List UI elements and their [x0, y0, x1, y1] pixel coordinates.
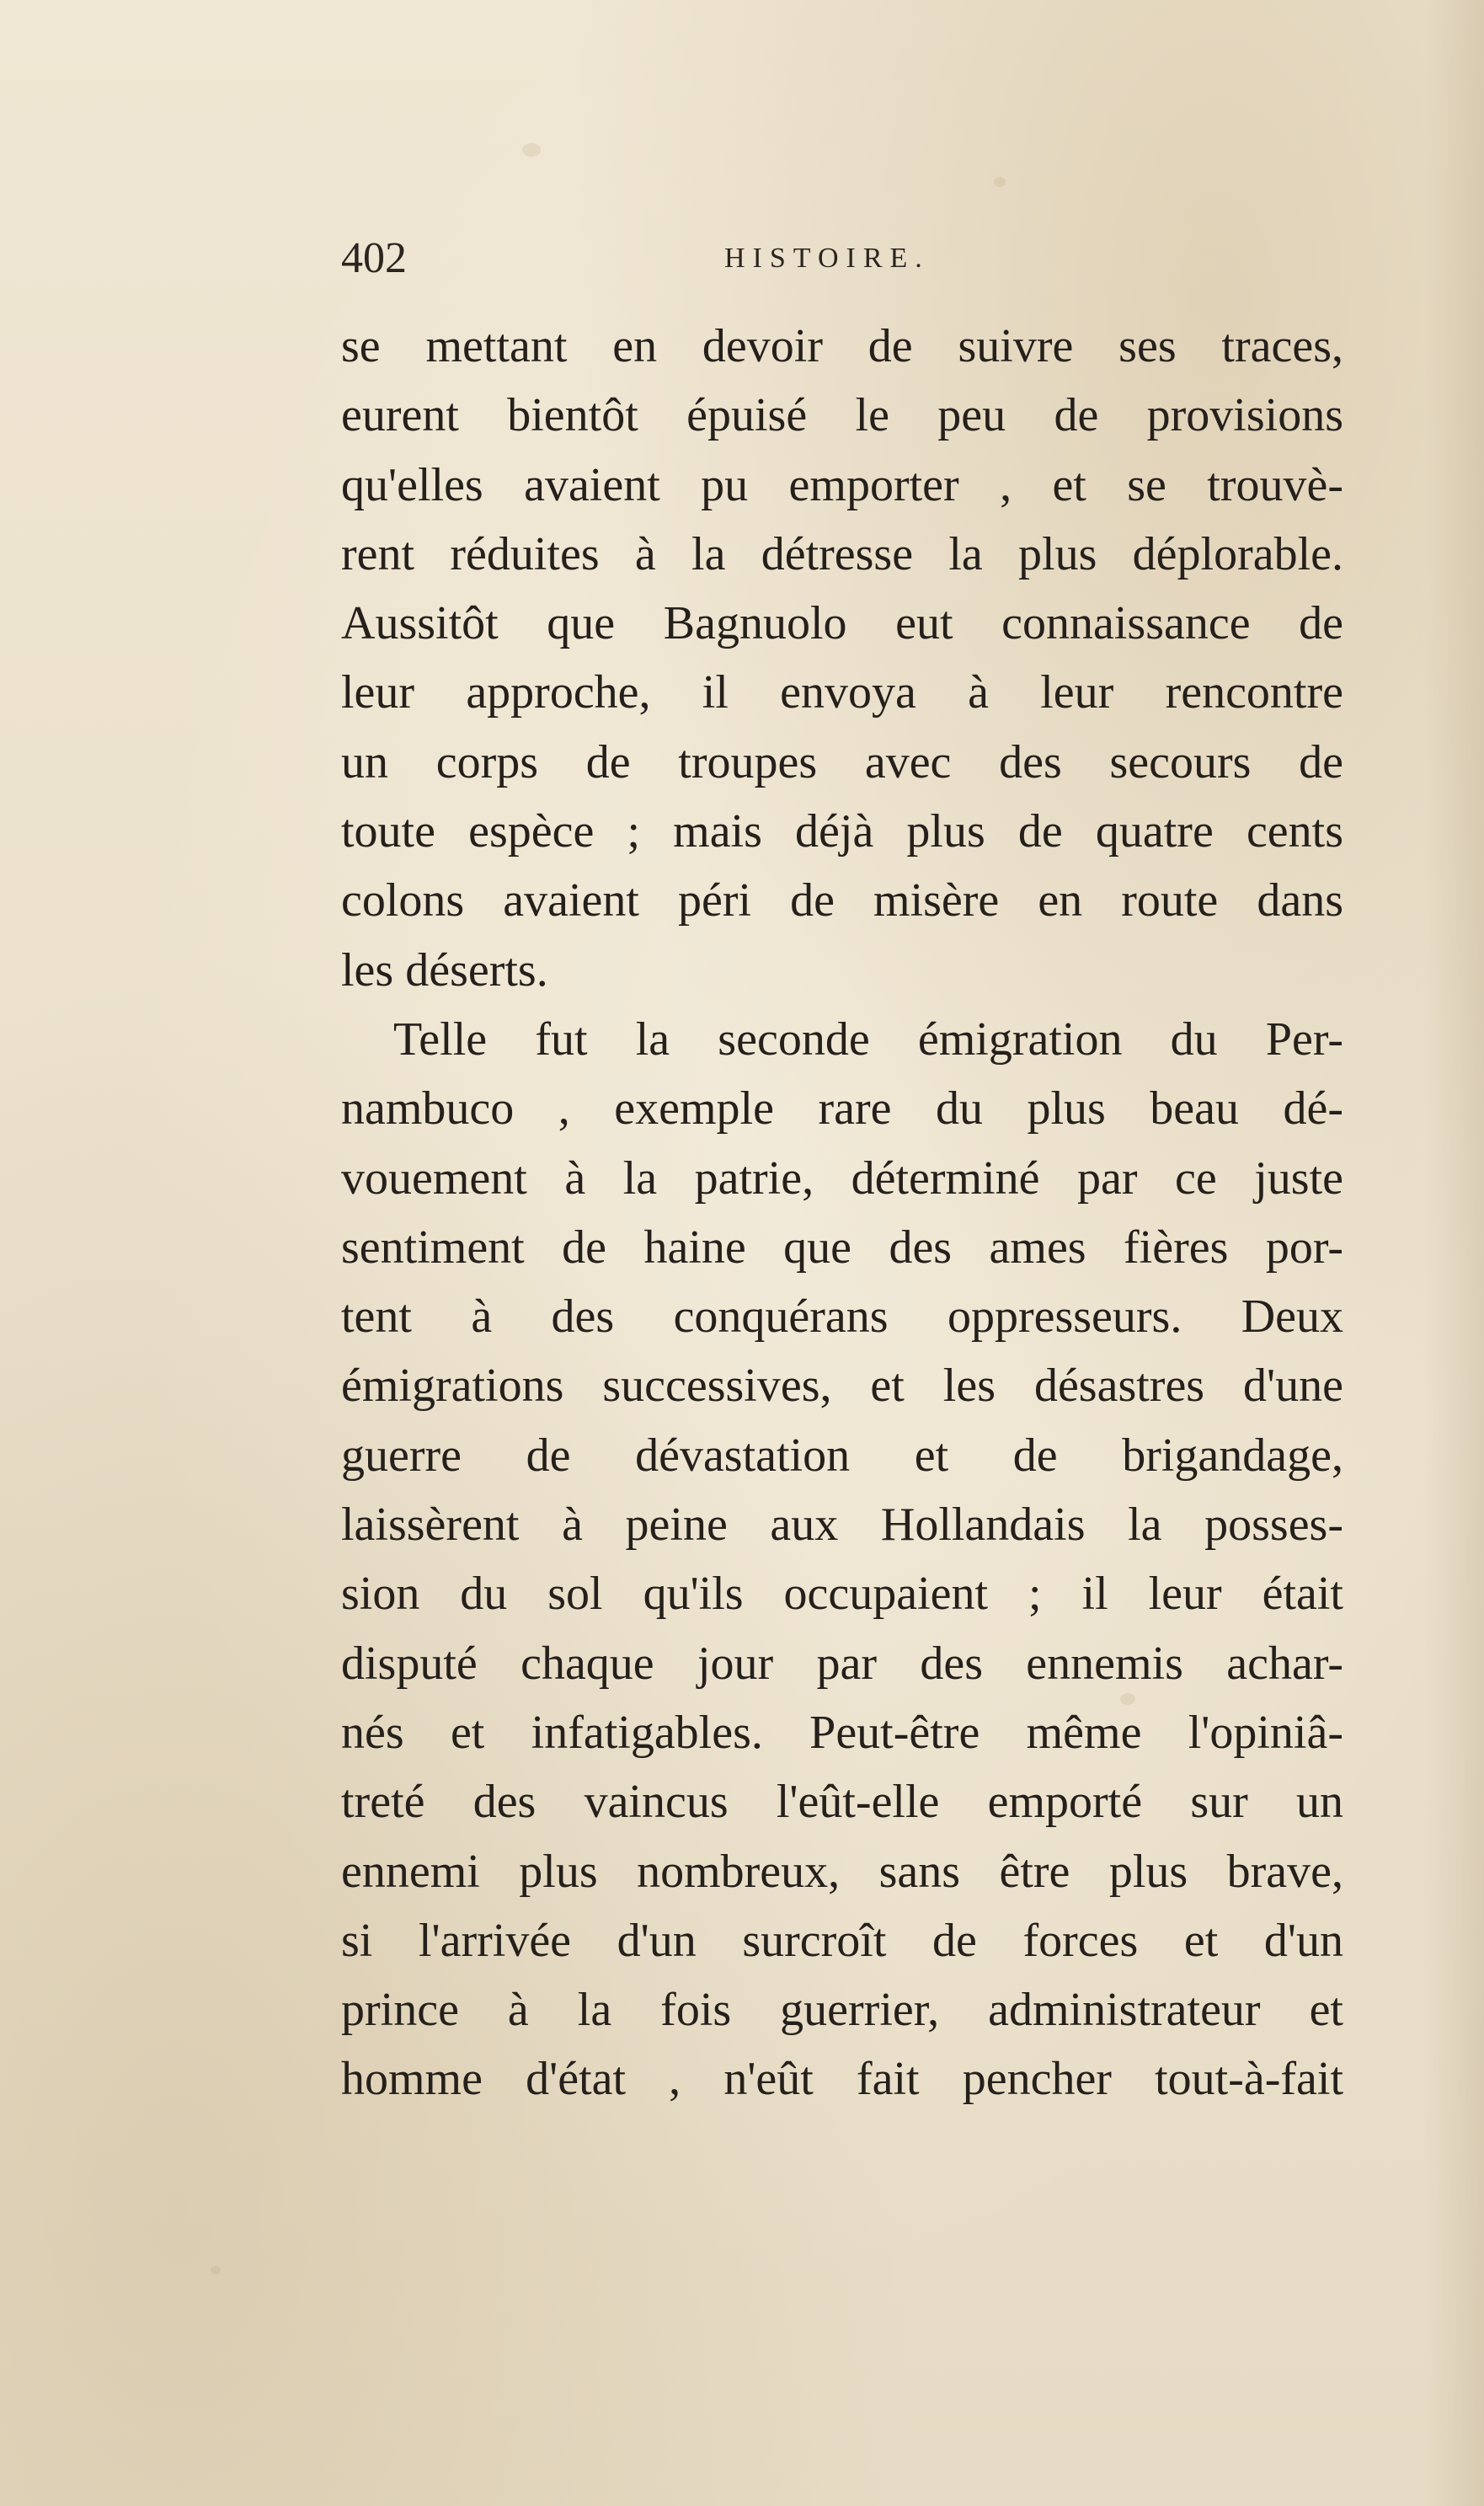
text-line: qu'elles avaient pu emporter , et se trouvè- [341, 458, 1343, 511]
text-line: un corps de troupes avec des secours de [341, 735, 1343, 788]
text-line: si l'arrivée d'un surcroît de forces et d'un [341, 1914, 1343, 1967]
text-line: treté des vaincus l'eût-elle emporté sur un [341, 1776, 1343, 1829]
paper-stain [211, 2266, 221, 2274]
text-line: tent à des conquérans oppresseurs. Deux [341, 1290, 1343, 1344]
text-line: vouement à la patrie, déterminé par ce juste [341, 1151, 1343, 1205]
text-line: eurent bientôt épuisé le peu de provisions [341, 389, 1343, 442]
text-line: homme d'état , n'eût fait pencher tout-à-fait [341, 2053, 1343, 2106]
text-line: Aussitôt que Bagnuolo eut connaissance de [341, 597, 1343, 650]
text-line: rent réduites à la détresse la plus déplorable. [341, 527, 1343, 580]
paragraph-end-line: les déserts. [341, 943, 548, 997]
text-line: nés et infatigables. Peut-être même l'opiniâ- [341, 1706, 1343, 1759]
text-line: disputé chaque jour par des ennemis achar- [341, 1637, 1343, 1690]
text-line: émigrations successives, et les désastres d'une [341, 1360, 1343, 1413]
text-line: colons avaient péri de misère en route dans [341, 874, 1343, 927]
paragraph-start-line: Telle fut la seconde émigration du Per- [393, 1013, 1343, 1066]
page-number: 402 [341, 234, 407, 282]
text-line: laissèrent à peine aux Hollandais la posses- [341, 1499, 1343, 1552]
text-line: toute espèce ; mais déjà plus de quatre cents [341, 805, 1343, 858]
paper-stain [994, 177, 1006, 187]
text-line: ennemi plus nombreux, sans être plus brave, [341, 1845, 1343, 1898]
page-edge-shadow [1425, 0, 1484, 2506]
text-line: leur approche, il envoya à leur rencontre [341, 666, 1343, 719]
body-text [341, 312, 1343, 2114]
text-line: sentiment de haine que des ames fières por- [341, 1221, 1343, 1274]
running-header [341, 229, 1343, 288]
text-line: sion du sol qu'ils occupaient ; il leur était [341, 1568, 1343, 1621]
running-title: HISTOIRE. [724, 243, 930, 274]
text-line: prince à la fois guerrier, administrateur et [341, 1984, 1343, 2037]
text-line: se mettant en devoir de suivre ses traces, [341, 320, 1343, 372]
text-line: guerre de dévastation et de brigandage, [341, 1429, 1343, 1482]
paper-stain [522, 143, 541, 157]
text-line: nambuco , exemple rare du plus beau dé- [341, 1082, 1343, 1135]
